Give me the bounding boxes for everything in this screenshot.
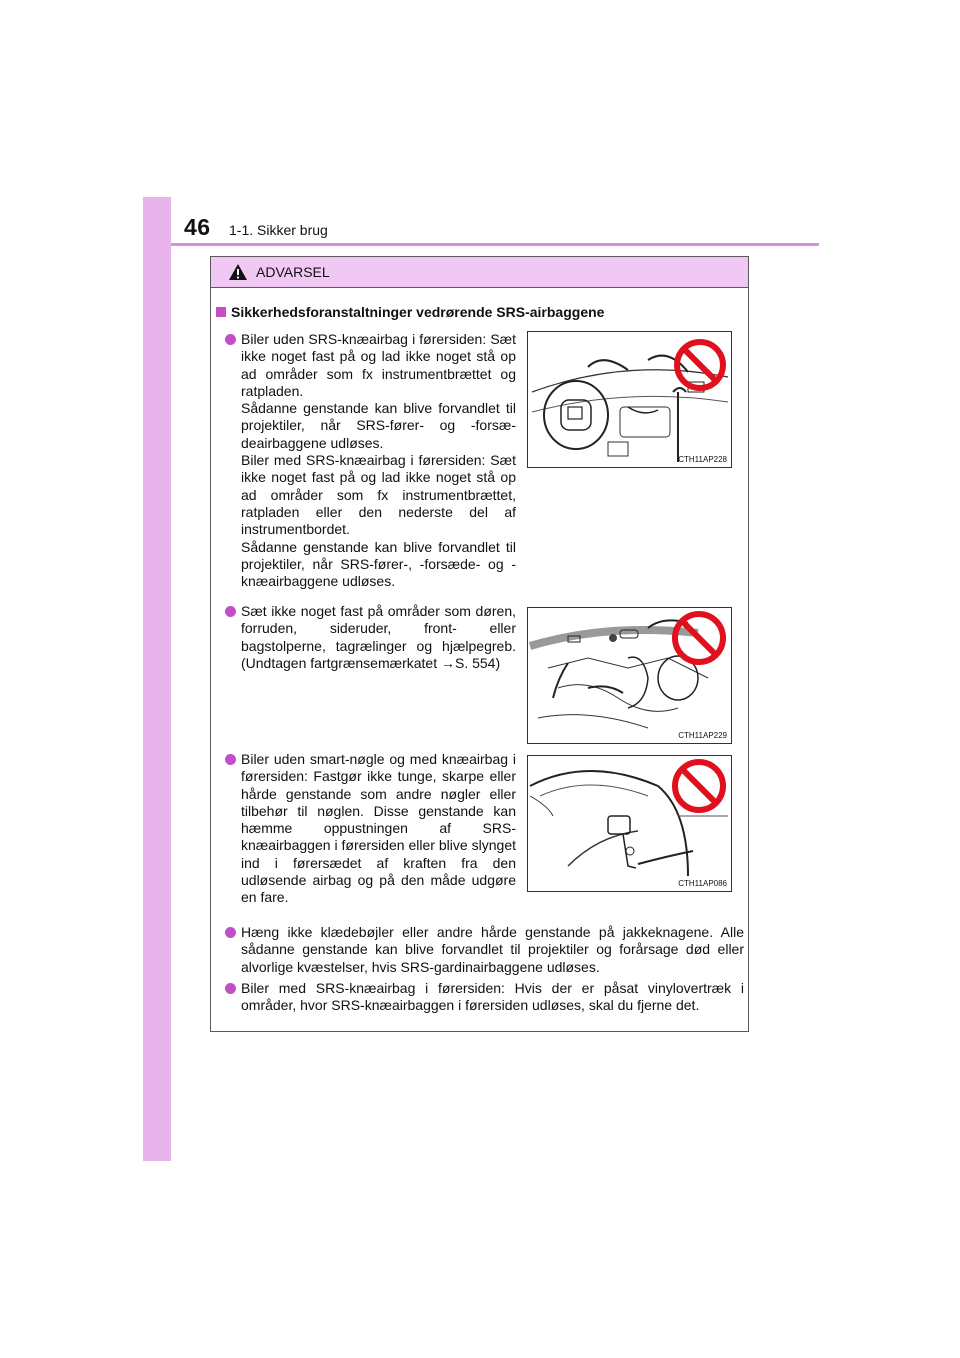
bullet-dot-icon [225,983,236,994]
warning-subheading [216,304,604,320]
page-number: 46 [184,214,211,240]
warning-triangle-icon [228,263,248,281]
bullet-1-paragraph-2: Sådanne genstande kan blive forvandlet til projektiler, når SRS-fører- og -forsædeairbaggene udløses. [241,400,516,451]
bullet-1-paragraph-3: Biler med SRS-knæairbag i førersiden: Sæt ikke noget fast på og lad ikke noget stå op ad områder som fx instrumentbrættet, ratpladen eller den nederste del af instrumentbordet. [241,452,516,538]
bullet-dot-icon [225,606,236,617]
warning-title: ADVARSEL [256,264,330,280]
bullet-item-5 [241,980,744,1015]
bullet-5-paragraph-1: Biler med SRS-knæairbag i førersiden: Hvis der er påsat vinylovertræk i områder, hvor SRS-knæairbaggen i førersiden udløses, skal du fjerne det. [241,980,744,1014]
bullet-3-paragraph-1: Biler uden smart-nøgle og med knæairbag i førersiden: Fastgør ikke tunge, skarpe eller hårde genstande som andre nøgler eller tilbehør til nøglen. Disse genstande kan hæmme oppustningen af SRS-knæairbaggen i førersiden eller blive slynget ind i førersædet af kraften fra den udløsende airbag og på den måde udgøre en fare. [241,751,516,906]
bullet-dot-icon [225,754,236,765]
bullet-dot-icon [225,927,236,938]
bullet-1-paragraph-4: Sådanne genstande kan blive forvandlet til projektiler, når SRS-fører-, -forsæde- og -knæairbaggene udløses. [241,538,516,590]
chapter-side-tab [143,197,171,1161]
header-rule [171,243,819,246]
bullet-item-4 [241,924,744,976]
prohibition-icon [673,338,727,392]
square-bullet-icon [216,307,226,317]
subheading-text: Sikkerhedsforanstaltninger vedrørende SRS-airbaggene [231,304,605,320]
figure-code: CTH11AP229 [678,731,727,740]
prohibition-icon [671,610,727,666]
bullet-item-3 [241,751,516,907]
figure-key-ignition [527,755,732,892]
bullet-dot-icon [225,334,236,345]
warning-header [211,257,748,288]
figure-cabin [527,607,732,744]
bullet-4-paragraph-1: Hæng ikke klædebøjler eller andre hårde genstande på jakkeknagene. Alle sådanne genstande kan blive forvandlet til projektiler og forårsage død eller alvorlige kvæstelser, hvis SRS-gardinairbaggene udløses. [241,924,744,975]
figure-code: CTH11AP086 [678,879,727,888]
prohibition-icon [671,758,727,814]
bullet-item-2 [241,603,516,672]
bullet-item-1 [241,331,516,590]
bullet-1-paragraph-1: Biler uden SRS-knæairbag i førersiden: Sæt ikke noget fast på og lad ikke noget stå op ad områder som fx instrumentbrættet og ratpladen. [241,331,516,399]
section-title: 1-1. Sikker brug [229,222,328,238]
warning-box [210,256,749,1032]
figure-code: CTH11AP228 [678,455,727,464]
figure-dashboard [527,331,732,468]
bullet-2-paragraph-1: Sæt ikke noget fast på områder som døren, forruden, sideruder, front- eller bagstolperne, tagrælinger og hjælpegreb. (Undtagen fartgrænsemærkatet →S. 554) [241,603,516,671]
